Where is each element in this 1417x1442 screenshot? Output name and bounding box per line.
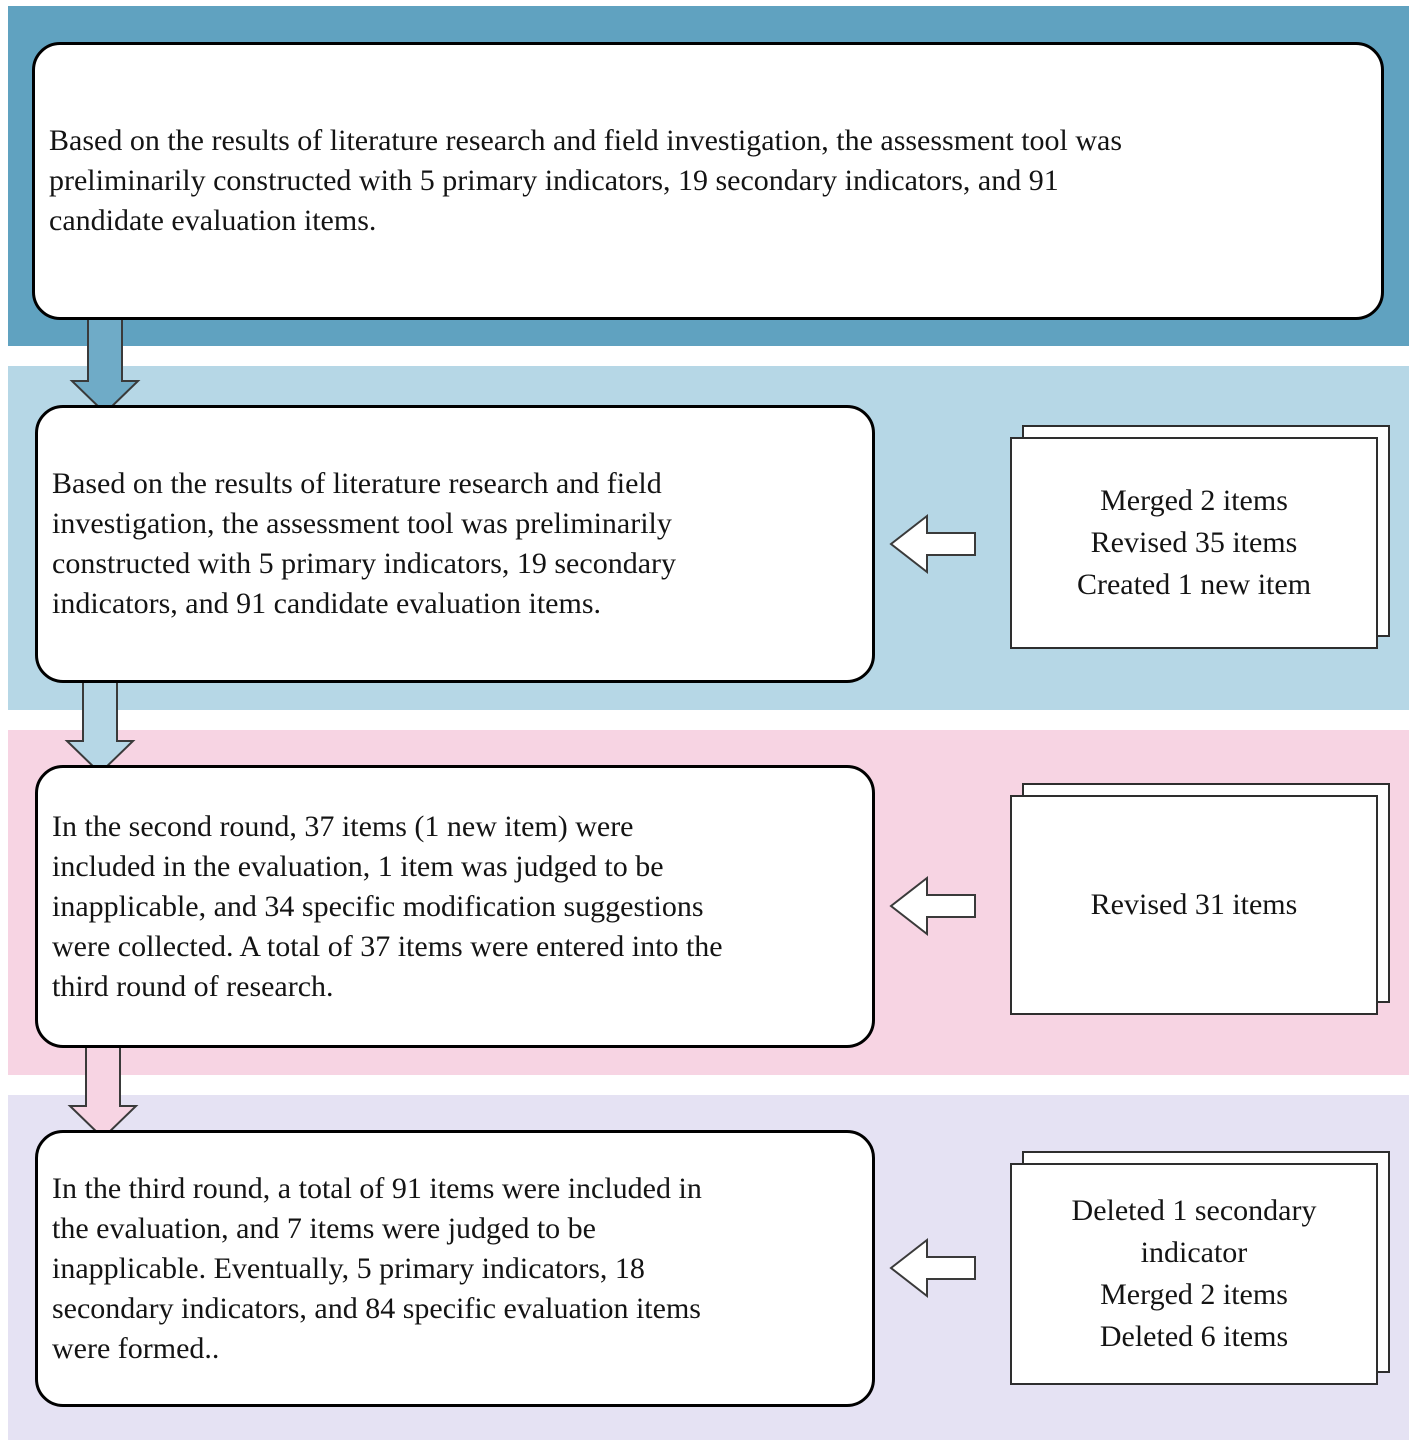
down-arrow-icon	[63, 1043, 143, 1139]
left-arrow-icon	[889, 1237, 977, 1299]
left-arrow-icon	[889, 513, 977, 575]
stage-4-textbox	[35, 1130, 875, 1407]
note-card-front: Merged 2 items Revised 35 items Created 1 new item	[1010, 437, 1378, 649]
stage-4-note-cards	[1010, 1151, 1390, 1385]
down-arrow-icon	[60, 678, 140, 774]
stage-2-textbox	[35, 405, 875, 683]
stage-1-textbox	[32, 42, 1384, 320]
stage-3-text: In the second round, 37 items (1 new item) were included in the evaluation, 1 item was judged to be inapplicable, and 34 specific modification suggestions were collected. A total of 37 items were entered into the third round of research.	[52, 809, 723, 1003]
stage-2-note-cards	[1010, 425, 1390, 649]
stage-4-text: In the third round, a total of 91 items were included in the evaluation, and 7 items were judged to be inapplicable. Eventually, 5 primary indicators, 18 secondary indicators, and 84 specific evaluation items were formed..	[52, 1171, 702, 1365]
note-card-front: Revised 31 items	[1010, 795, 1378, 1015]
stage-1-text: Based on the results of literature research and field investigation, the assessment tool was preliminarily constructed with 5 primary indicators, 19 secondary indicators, and 91 candidate evaluation items.	[49, 124, 1123, 237]
note-card-front: Deleted 1 secondary indicator Merged 2 items Deleted 6 items	[1010, 1163, 1378, 1385]
stage-2-text: Based on the results of literature research and field investigation, the assessment tool was preliminarily constructed with 5 primary indicators, 19 secondary indicators, and 91 candidate evaluation items.	[52, 467, 676, 620]
down-arrow-icon	[65, 318, 145, 414]
stage-3-textbox	[35, 765, 875, 1048]
left-arrow-icon	[889, 875, 977, 937]
stage-3-note-cards	[1010, 783, 1390, 1015]
